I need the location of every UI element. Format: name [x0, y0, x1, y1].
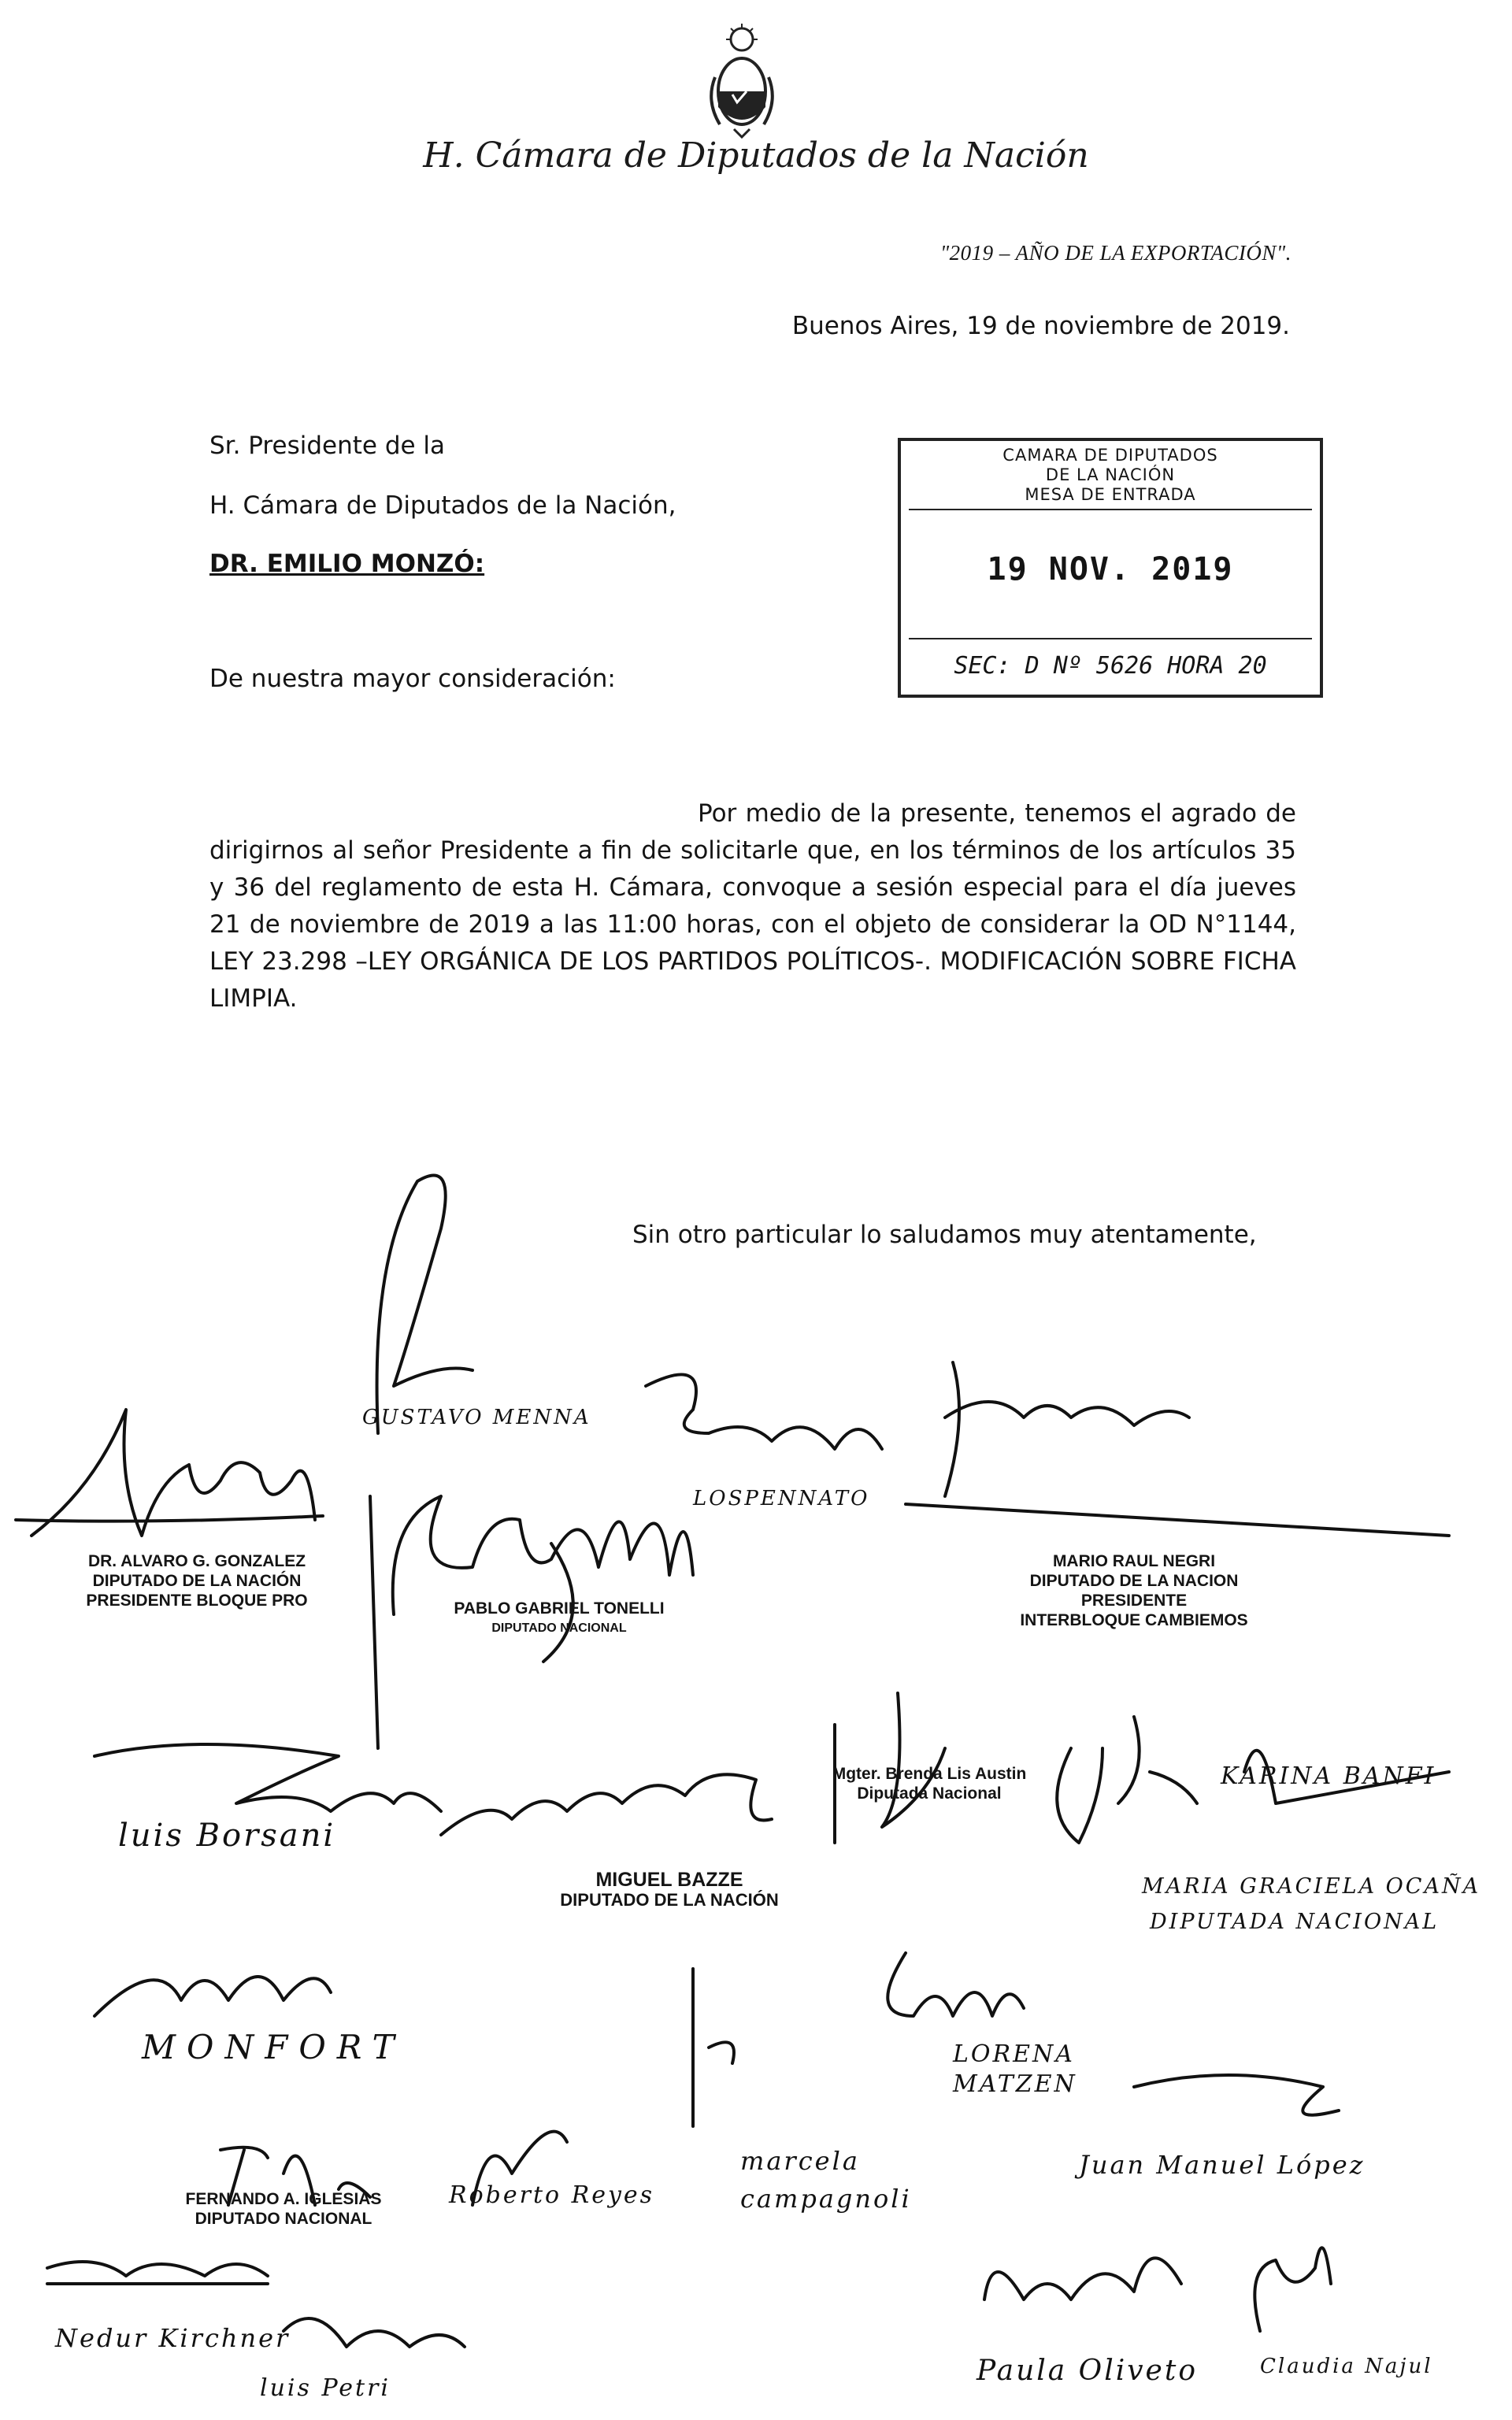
signature-nedur — [47, 2262, 268, 2284]
handwritten-menna: GUSTAVO MENNA — [362, 1406, 591, 1429]
coat-of-arms-icon — [702, 22, 781, 140]
handwritten-lospennato: LOSPENNATO — [693, 1487, 870, 1510]
handwritten-luis: luis Petri — [260, 2374, 391, 2402]
signer-name: Mgter. Brenda Lis Austin — [832, 1765, 1027, 1783]
signer-role: PRESIDENTE BLOQUE PRO — [86, 1592, 308, 1610]
signer-role: DIPUTADO NACIONAL — [195, 2210, 372, 2228]
handwritten-ocana: MARIA GRACIELA OCAÑA — [1142, 1874, 1481, 1899]
signer-role: DIPUTADO NACIONAL — [491, 1621, 627, 1635]
signer-name: MARIO RAUL NEGRI — [1052, 1552, 1216, 1570]
addressee-line-1: Sr. Presidente de la — [209, 432, 446, 460]
signature-matzen — [888, 1953, 1024, 2016]
body-paragraph-text: Por medio de la presente, tenemos el agrado de dirigirnos al señor Presidente a fin de solicitarle que, en los términos de los artículos 35 y 36 del reglamento de esta H. Cámara, convoque a sesión especial para el día jueves 21 de noviembre de 2019 a las 11:00 horas, con el objeto de considerar la OD N°1144, LEY 23.298 –LEY ORGÁNICA DE LOS PARTIDOS POLÍTICOS-. MODIFICACIÓN SOBRE FICHA LIMPIA. — [209, 799, 1296, 1013]
handwritten-matzen: LORENA MATZEN — [953, 2040, 1077, 2098]
handwritten-lopez: Juan Manuel López — [1079, 2150, 1366, 2180]
signer-role: DIPUTADO DE LA NACIÓN — [92, 1572, 302, 1590]
signature-monfort — [94, 1977, 331, 2016]
stamp-line-2: DE LA NACIÓN — [1045, 465, 1176, 484]
signature-negri — [906, 1362, 1449, 1536]
signature-block-gonzalez — [47, 1551, 346, 1610]
handwritten-najul: Claudia Najul — [1260, 2355, 1433, 2378]
handwritten-ocana-role: DIPUTADA NACIONAL — [1150, 1910, 1440, 1934]
handwritten-banfi: KARINA BANFI — [1221, 1762, 1436, 1790]
signature-block-iglesias — [142, 2189, 425, 2229]
signature-najul — [1254, 2248, 1331, 2331]
body-paragraph — [209, 795, 1296, 1017]
stamp-divider — [909, 638, 1312, 639]
handwritten-nedur: Nedur Kirchner — [55, 2323, 291, 2353]
signer-name: DR. ALVARO G. GONZALEZ — [87, 1552, 306, 1570]
letter-date: Buenos Aires, 19 de noviembre de 2019. — [791, 312, 1290, 340]
stamp-date: 19 NOV. 2019 — [987, 551, 1234, 587]
stamp-divider — [909, 509, 1312, 510]
signature-nedur-2 — [284, 2318, 465, 2347]
signer-role: INTERBLOQUE CAMBIEMOS — [1020, 1611, 1248, 1629]
signer-role: DIPUTADO DE LA NACION — [1029, 1572, 1239, 1590]
signature-bazze-scribble — [441, 1774, 772, 1835]
stamp-sec-line: SEC: D Nº 5626 HORA 20 — [954, 652, 1267, 680]
signer-role: Diputada Nacional — [857, 1784, 1002, 1803]
signer-role: PRESIDENTE — [1080, 1592, 1188, 1610]
signature-reyes — [472, 1969, 734, 2205]
signature-block-austin — [795, 1764, 1063, 1803]
closing-line: Sin otro particular lo saludamos muy atentamente, — [632, 1221, 1257, 1249]
signature-block-bazze — [512, 1870, 827, 1910]
year-motto: "2019 – AÑO DE LA EXPORTACIÓN". — [939, 241, 1292, 265]
stamp-line-3: MESA DE ENTRADA — [1025, 485, 1196, 504]
greeting: De nuestra mayor consideración: — [209, 665, 616, 693]
reception-stamp — [898, 438, 1323, 698]
addressee-name: DR. EMILIO MONZÓ: — [209, 550, 485, 578]
signature-block-tonelli — [410, 1599, 709, 1638]
signer-name: PABLO GABRIEL TONELLI — [454, 1599, 665, 1618]
signature-menna — [377, 1176, 472, 1434]
signature-olivero — [984, 2258, 1181, 2300]
signature-borsani — [94, 1744, 441, 1811]
signer-name: FERNANDO A. IGLESIAS — [185, 2190, 382, 2208]
institution-title: H. Cámara de Diputados de la Nación — [423, 135, 1089, 176]
handwritten-monfort: MONFORT — [142, 2028, 406, 2066]
signer-name: MIGUEL BAZZE — [595, 1869, 743, 1891]
signature-lopez — [1134, 2075, 1339, 2115]
signature-gonzalez — [16, 1410, 323, 1536]
handwritten-roberto: Roberto Reyes — [449, 2181, 655, 2209]
handwritten-borsani: luis Borsani — [118, 1818, 336, 1854]
stamp-header — [901, 446, 1320, 505]
handwritten-campagnoli: marcela campagnoli — [740, 2146, 912, 2214]
handwritten-olivero: Paula Oliveto — [976, 2355, 1198, 2387]
signer-role: DIPUTADO DE LA NACIÓN — [560, 1890, 779, 1910]
addressee-line-2: H. Cámara de Diputados de la Nación, — [209, 491, 676, 520]
stamp-line-1: CAMARA DE DIPUTADOS — [1002, 446, 1218, 465]
signature-block-negri — [976, 1551, 1292, 1630]
signature-lospennato — [646, 1374, 882, 1449]
